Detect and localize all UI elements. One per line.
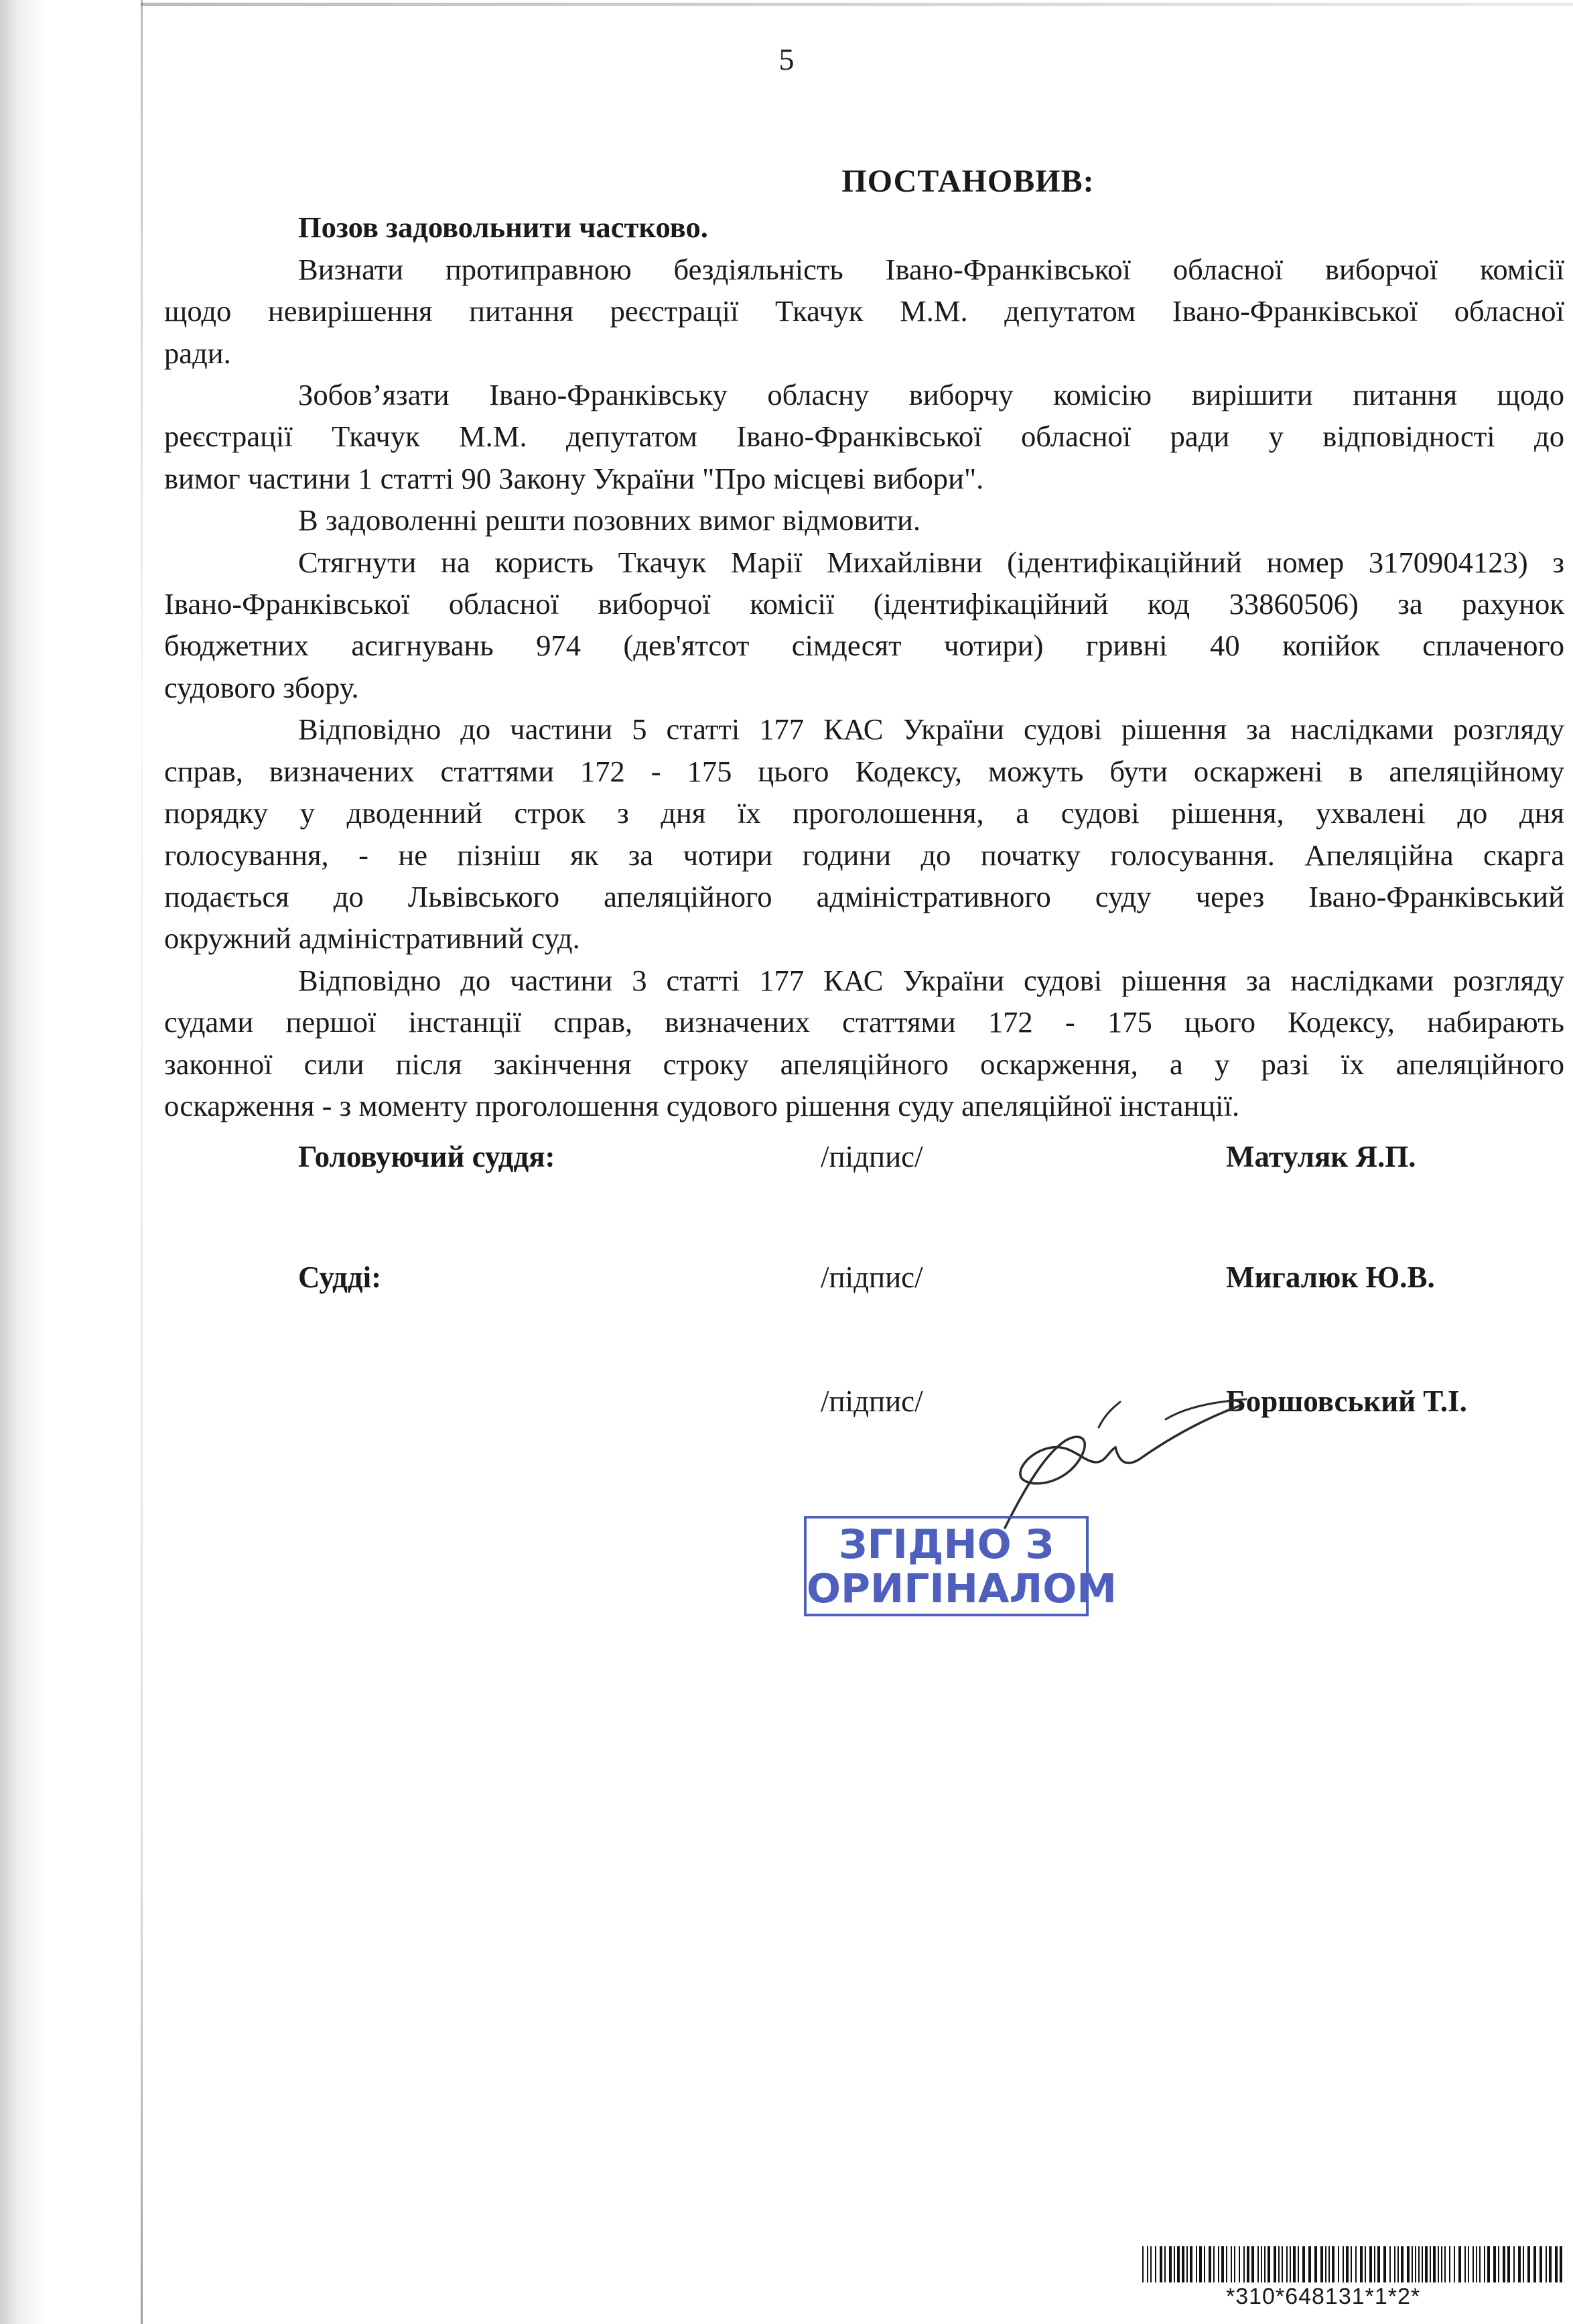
signature-mark-3: /підпис/ (821, 1384, 923, 1418)
paragraph-line: щодо невирішення питання реєстрації Ткачук М.М. депутатом Івано-Франківської обласної (164, 294, 1564, 328)
paragraph-line: голосування, - не пізніш як за чотири години до початку голосування. Апеляційна скарга (164, 838, 1564, 872)
paragraph-line: ради. (164, 336, 231, 370)
paragraph (164, 249, 1564, 374)
paragraph-line: Визнати протиправною бездіяльність Івано-Франківської обласної виборчої комісії (298, 252, 1564, 286)
paragraph (164, 374, 1564, 499)
paragraph-line: справ, визначених статтями 172 - 175 цього Кодексу, можуть бути оскаржені в апеляційному (164, 754, 1564, 788)
judge-name-3: Боршовський Т.І. (1226, 1384, 1467, 1418)
paragraph (164, 541, 1564, 709)
paragraph (164, 708, 1564, 959)
paragraph-line: законної сили після закінчення строку апеляційного оскарження, а у разі їх апеляційного (164, 1047, 1564, 1081)
paragraph-line: судами першої інстанції справ, визначених статтями 172 - 175 цього Кодексу, набирають (164, 1005, 1564, 1039)
signature-mark-2: /підпис/ (821, 1261, 923, 1294)
document-body (164, 161, 1564, 1126)
paragraph-line: бюджетних асигнувань 974 (дев'ятсот сімдесят чотири) гривні 40 копійок сплаченого (164, 629, 1564, 663)
paragraph-line: реєстрації Ткачук М.М. депутатом Івано-Франківської обласної ради у відповідності до (164, 419, 1564, 454)
paragraph-line: Івано-Франківської обласної виборчої комісії (ідентифікаційний код 33860506) за рахунок (164, 587, 1564, 621)
paragraph (298, 499, 1564, 541)
paragraph-line: В задоволенні решти позовних вимог відмовити. (298, 503, 920, 537)
judge-name-2: Мигалюк Ю.В. (1226, 1261, 1435, 1294)
paragraph (164, 960, 1564, 1127)
barcode (1142, 2246, 1564, 2282)
paragraph-line: подається до Львівського апеляційного адміністративного суду через Івано-Франківський (164, 879, 1564, 913)
signature-mark-1: /підпис/ (821, 1140, 923, 1173)
paragraph (298, 206, 1564, 248)
paragraph-line: Зобов’язати Івано-Франківську обласну виборчу комісію вирішити питання щодо (298, 378, 1564, 412)
resolution-heading: ПОСТАНОВИВ: (841, 164, 1095, 199)
page-number: 5 (778, 42, 795, 76)
stamp-line-2: ОРИГІНАЛОМ (807, 1565, 1117, 1612)
scan-edge-line (141, 0, 143, 2324)
paragraph-line: оскарження - з моменту проголошення судового рішення суду апеляційної інстанції. (164, 1088, 1240, 1122)
stamp-line-1: ЗГІДНО З (838, 1521, 1054, 1568)
scan-top-line (141, 3, 1573, 6)
paragraph-line: судового збору. (164, 670, 359, 704)
paragraph-line: Відповідно до частини 5 статті 177 КАС України судові рішення за наслідками розгляду (298, 712, 1564, 747)
scan-edge-shadow (0, 0, 47, 2324)
paragraph-line: Позов задовольнити частково. (298, 210, 708, 245)
judge-name-1: Матуляк Я.П. (1226, 1140, 1416, 1173)
paragraph-line: порядку у дводенний строк з дня їх проголошення, а судові рішення, ухвалені до дня (164, 796, 1564, 830)
judges-label: Судді: (298, 1261, 382, 1294)
barcode-text: *310*648131*1*2* (1226, 2284, 1421, 2309)
presiding-judge-label: Головуючий суддя: (298, 1140, 555, 1173)
paragraph-line: вимог частини 1 статті 90 Закону України "Про місцеві вибори". (164, 461, 984, 495)
certification-stamp (804, 1516, 1117, 1616)
paragraphs (164, 206, 1564, 1126)
paragraph-line: окружний адміністративний суд. (164, 921, 580, 956)
paragraph-line: Відповідно до частини 3 статті 177 КАС України судові рішення за наслідками розгляду (298, 963, 1564, 997)
paragraph-line: Стягнути на користь Ткачук Марії Михайлівни (ідентифікаційний номер 3170904123) з (298, 545, 1564, 579)
